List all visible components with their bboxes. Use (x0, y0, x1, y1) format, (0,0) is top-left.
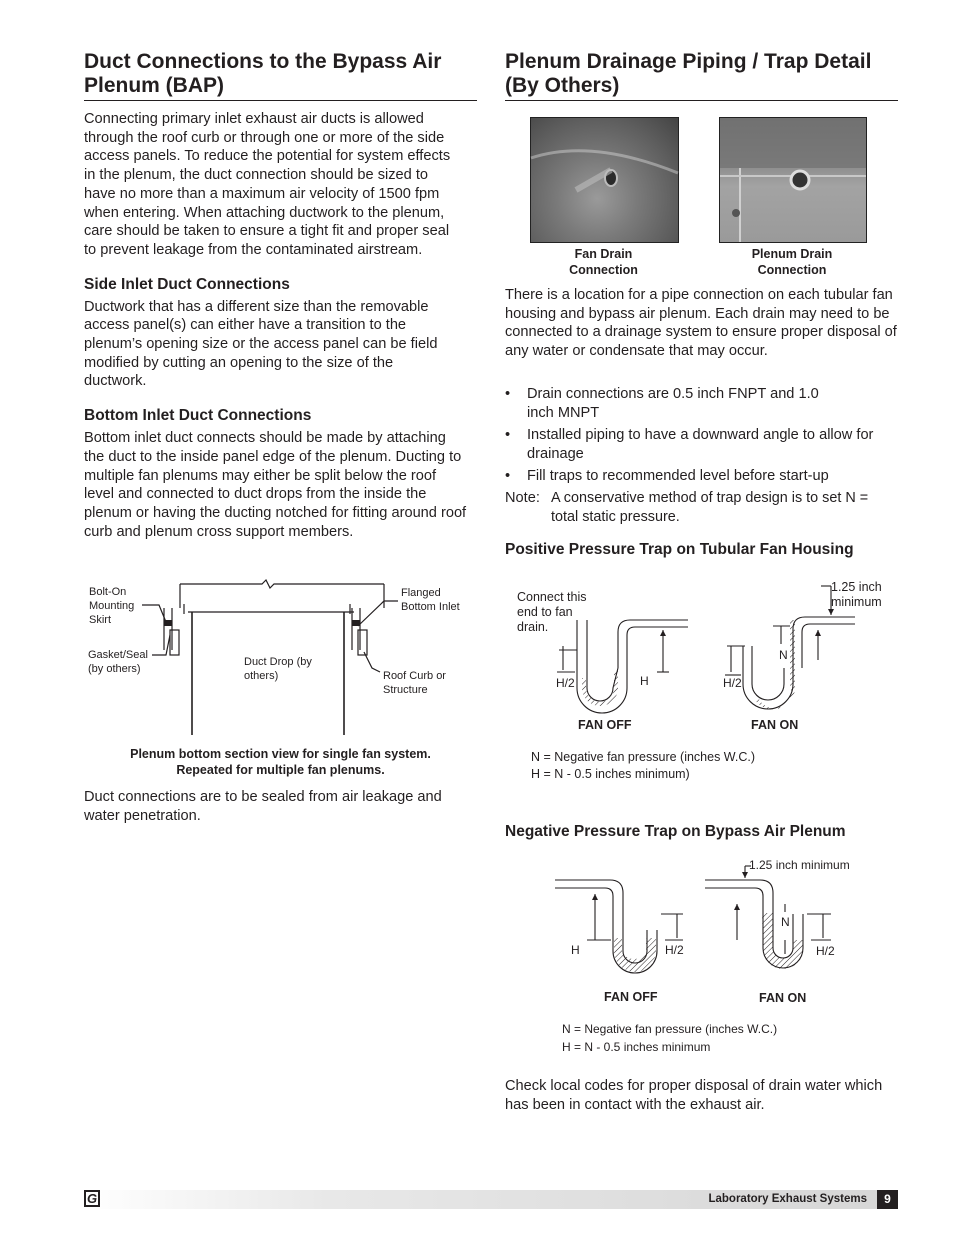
label-h-positive: H (640, 674, 649, 688)
label-fan-on-positive: FAN ON (751, 718, 799, 732)
closing-paragraph-left: Duct connections are to be sealed from air leakage and water penetration. (84, 789, 442, 824)
label-fan-on-negative: FAN ON (759, 991, 807, 1005)
label-h2-on: H/2 (723, 676, 742, 690)
plenum-section-diagram (84, 580, 477, 740)
fan-drain-photo (530, 117, 679, 243)
intro-paragraph: Connecting primary inlet exhaust air ducts is allowed through the roof curb or through one or more of the side access panels. To reduce the potential for system effects in the plenum, the duct connection should be sized to have no more than a maximum air velocity of 1500 fpm when entering. When attaching ductwork to the plenum, care should be taken to ensure a tight fit and proper seal to prevent leakage from the contaminated airstream. (84, 111, 451, 258)
bullet-text: Fill traps to recommended level before start-up (527, 468, 829, 484)
right-column (505, 50, 898, 101)
bullet-item: • Drain connections are 0.5 inch FNPT and 1.0 inch MNPT (505, 385, 898, 423)
logo-glyph: G (84, 1190, 100, 1207)
label-min-negative: 1.25 inch minimum (749, 858, 850, 872)
label-duct-drop: Duct Drop (by others) (244, 656, 312, 682)
label-min-positive: 1.25 inch minimum (831, 580, 882, 609)
side-inlet-paragraph: Ductwork that has a different size than the removable access panel(s) can either have a transition to the plenum’s opening size or the access panel can be field modified by cutting an opening to the size of the ductwork. (84, 298, 438, 390)
drainage-intro-paragraph: There is a location for a pipe connection on each tubular fan housing and bypass air plenum. Each drain may need to be connected to a drainage system to ensure proper disposal of any water or condensate that may occur. (505, 287, 897, 360)
left-column (84, 50, 477, 541)
section-title-plenum-drainage: Plenum Drainage Piping / Trap Detail (By Others) (505, 50, 898, 101)
bullet-item: • Fill traps to recommended level before start-up (505, 467, 898, 487)
label-h-negative: H (571, 943, 580, 957)
note (505, 489, 898, 527)
bullet-item: • Installed piping to have a downward angle to allow for drainage (505, 426, 898, 464)
legend-n-negative: N = Negative fan pressure (inches W.C.) (562, 1022, 778, 1036)
label-n-positive: N (779, 648, 788, 662)
legend-n-positive: N = Negative fan pressure (inches W.C.) (531, 750, 756, 764)
company-logo (84, 1190, 102, 1208)
positive-pressure-heading: Positive Pressure Trap on Tubular Fan Housing (505, 541, 854, 558)
section-title-duct-connections: Duct Connections to the Bypass Air Plenum (BAP) (84, 50, 477, 101)
page-number: 9 (877, 1190, 898, 1209)
note-label: Note: (505, 490, 540, 506)
footer-title: Laboratory Exhaust Systems (708, 1193, 867, 1205)
label-bolt-on-skirt: Bolt-On Mounting Skirt (89, 586, 135, 626)
closing-paragraph-right: Check local codes for proper disposal of drain water which has been in contact with the exhaust air. (505, 1078, 883, 1113)
bottom-inlet-heading: Bottom Inlet Duct Connections (84, 407, 312, 425)
negative-trap-diagram (505, 858, 905, 1058)
label-fan-off-negative: FAN OFF (604, 990, 658, 1004)
fan-drain-photo-detail (531, 118, 678, 242)
fan-drain-caption: Fan Drain Connection (569, 247, 638, 277)
label-n-negative: N (781, 915, 790, 929)
negative-pressure-heading: Negative Pressure Trap on Bypass Air Plenum (505, 823, 846, 840)
label-h2-on-negative: H/2 (816, 944, 835, 958)
note-text: A conservative method of trap design is to set N = total static pressure. (551, 490, 869, 525)
label-connect-end: Connect this end to fan drain. (517, 590, 587, 634)
legend-h-negative: H = N - 0.5 inches minimum (562, 1040, 711, 1054)
plenum-diagram-caption-2: Repeated for multiple fan plenums. (176, 763, 385, 777)
positive-trap-diagram (505, 580, 905, 780)
label-h2-off-negative: H/2 (665, 943, 684, 957)
plenum-drain-caption: Plenum Drain Connection (751, 247, 833, 277)
label-flanged-bottom-inlet: Flanged Bottom Inlet (401, 587, 460, 613)
label-roof-curb: Roof Curb or Structure (383, 670, 446, 696)
legend-h-positive: H = N - 0.5 inches minimum) (531, 767, 690, 781)
side-inlet-heading: Side Inlet Duct Connections (84, 275, 290, 293)
plenum-drain-photo-detail (720, 118, 866, 242)
bottom-inlet-paragraph: Bottom inlet duct connects should be made by attaching the duct to the inside panel edge of the plenum. Ducting to multiple fan plenums may either be split below the roof level and connected to duct drops from the inside the plenum or having the ducting notched for fitting around roof curb and plenum cross support members. (84, 430, 467, 540)
bullet-text: Installed piping to have a downward angle to allow for drainage (527, 427, 874, 462)
plenum-drain-photo (719, 117, 867, 243)
label-gasket-seal: Gasket/Seal (by others) (88, 649, 148, 675)
label-h2-off: H/2 (556, 676, 575, 690)
bullet-text: Drain connections are 0.5 inch FNPT and 1.0 inch MNPT (527, 386, 819, 421)
plenum-diagram-caption-1: Plenum bottom section view for single fan system. (130, 747, 431, 761)
label-fan-off-positive: FAN OFF (578, 718, 632, 732)
